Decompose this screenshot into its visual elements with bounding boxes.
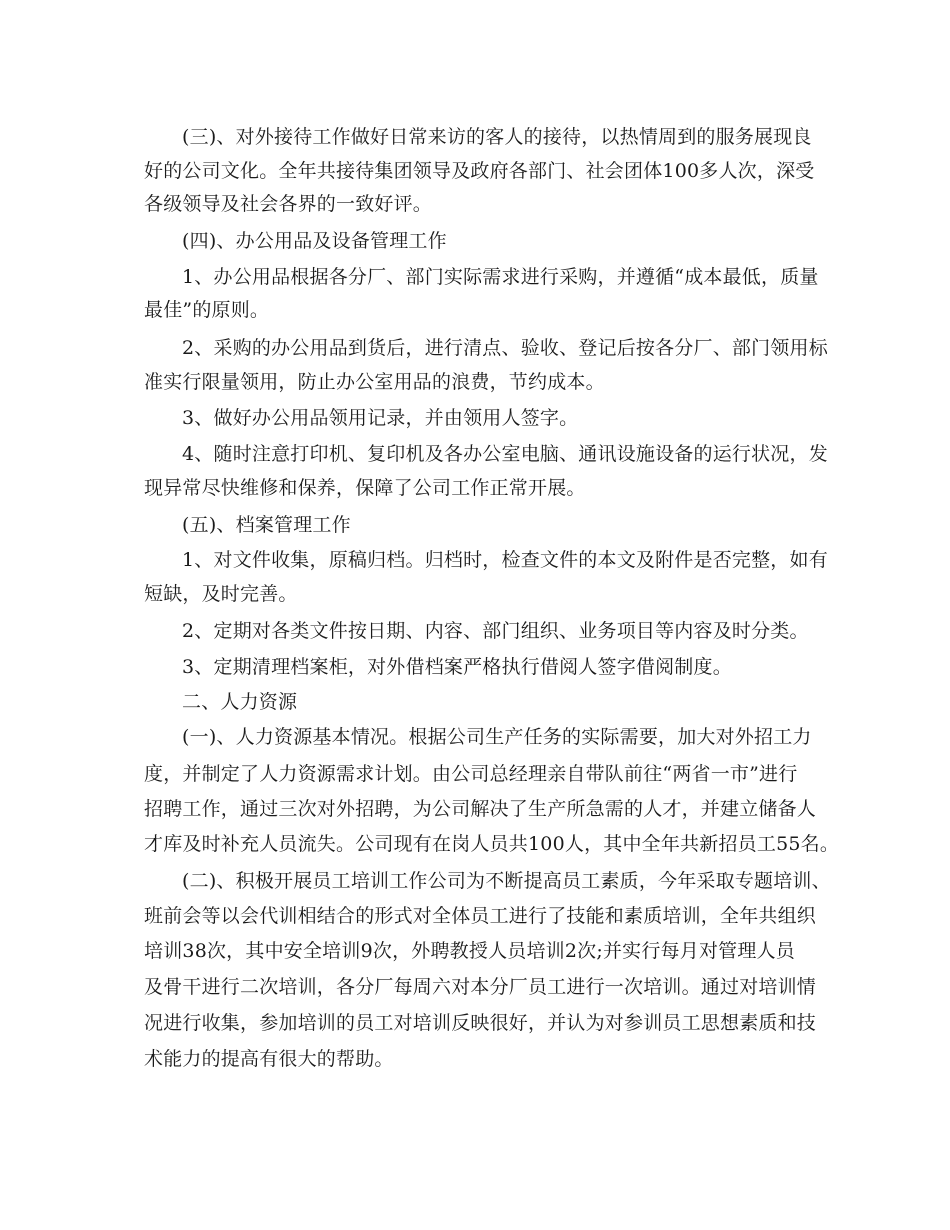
text-line: 现异常尽快维修和保养，保障了公司工作正常开展。 <box>144 477 586 499</box>
text-line: 1、办公用品根据各分厂、部门实际需求进行采购，并遵循“成本最低，质量 <box>182 266 819 288</box>
text-line: (一)、人力资源基本情况。根据公司生产任务的实际需要，加大对外招工力 <box>182 726 812 748</box>
text-line: 班前会等以会代训相结合的形式对全体员工进行了技能和素质培训，全年共组织 <box>144 905 817 927</box>
text-line: 才库及时补充人员流失。公司现有在岗人员共100人，其中全年共新招员工55名。 <box>144 833 840 855</box>
text-line: 3、定期清理档案柜，对外借档案严格执行借阅人签字借阅制度。 <box>182 656 732 678</box>
text-line: 各级领导及社会各界的一致好评。 <box>144 193 433 215</box>
text-line: 及骨干进行二次培训，各分厂每周六对本分厂员工进行一次培训。通过对培训情 <box>144 976 817 998</box>
text-line: 度，并制定了人力资源需求计划。由公司总经理亲自带队前往“两省一市”进行 <box>144 763 798 785</box>
text-line: 准实行限量领用，防止办公室用品的浪费，节约成本。 <box>144 371 605 393</box>
text-line: 培训38次，其中安全培训9次，外聘教授人员培训2次;并实行每月对管理人员 <box>144 940 795 962</box>
text-line: 1、对文件收集，原稿归档。归档时，检查文件的本文及附件是否完整，如有 <box>182 549 828 571</box>
text-line: (三)、对外接待工作做好日常来访的客人的接待，以热情周到的服务展现良 <box>182 126 812 148</box>
text-line: 招聘工作，通过三次对外招聘，为公司解决了生产所急需的人才，并建立储备人 <box>144 798 817 820</box>
section-heading: (五)、档案管理工作 <box>182 514 351 536</box>
text-line: (二)、积极开展员工培训工作公司为不断提高员工素质，今年采取专题培训、 <box>182 870 831 892</box>
text-line: 3、做好办公用品领用记录，并由领用人签字。 <box>182 407 579 429</box>
text-line: 好的公司文化。全年共接待集团领导及政府各部门、社会团体100多人次，深受 <box>144 160 815 182</box>
text-line: 况进行收集，参加培训的员工对培训反映很好，并认为对参训员工思想素质和技 <box>144 1012 817 1034</box>
text-line: 短缺，及时完善。 <box>144 583 298 605</box>
text-line: 2、定期对各类文件按日期、内容、部门组织、业务项目等内容及时分类。 <box>182 620 809 642</box>
text-line: 4、随时注意打印机、复印机及各办公室电脑、通讯设施设备的运行状况，发 <box>182 443 828 465</box>
text-line: 术能力的提高有很大的帮助。 <box>144 1048 394 1070</box>
section-heading: (四)、办公用品及设备管理工作 <box>182 230 447 252</box>
text-line: 2、采购的办公用品到货后，进行清点、验收、登记后按各分厂、部门领用标 <box>182 337 828 359</box>
section-heading: 二、人力资源 <box>182 691 298 713</box>
text-line: 最佳”的原则。 <box>144 299 270 321</box>
